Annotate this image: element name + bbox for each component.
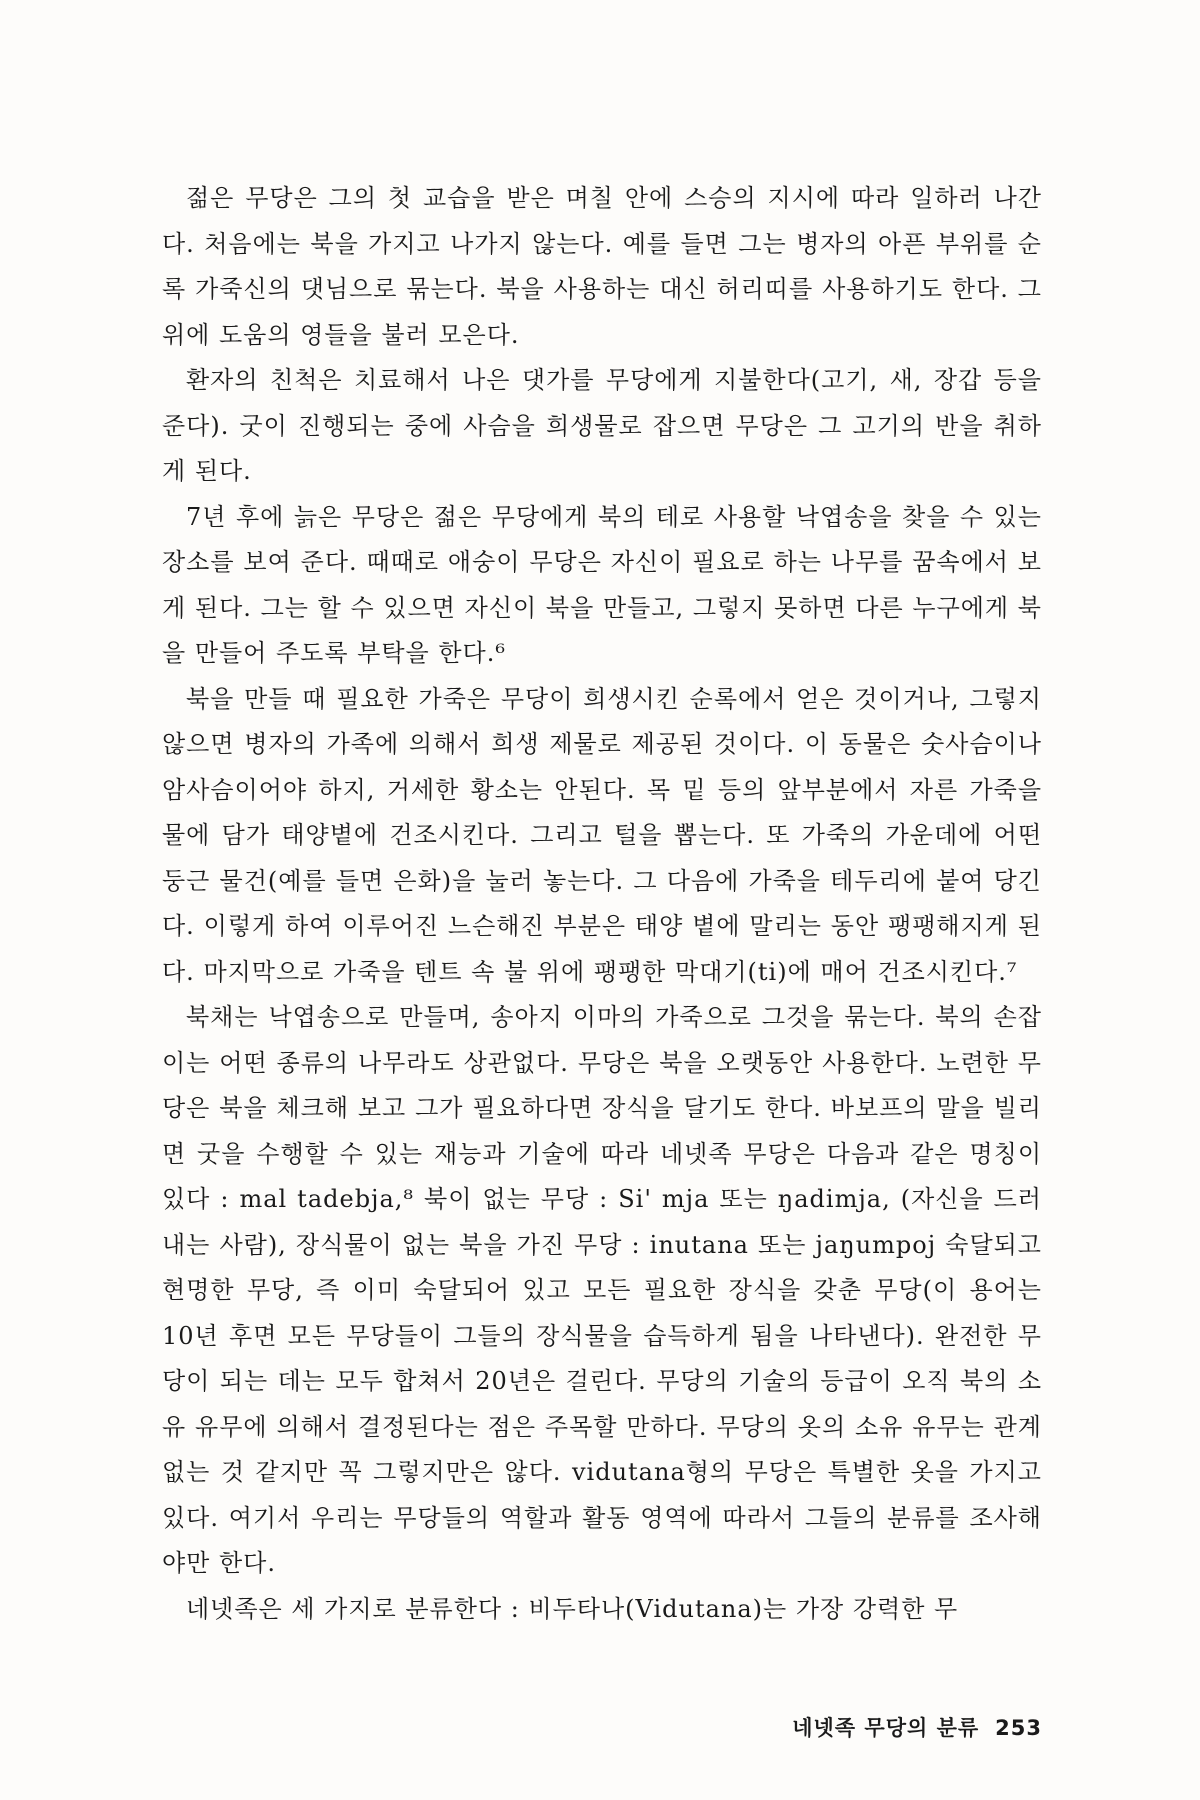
page-footer: [720, 1712, 1042, 1742]
paragraph-1: 젊은 무당은 그의 첫 교습을 받은 며칠 안에 스승의 지시에 따라 일하러 나간다. 처음에는 북을 가지고 나가지 않는다. 예를 들면 그는 병자의 아픈 부위를 순록 가죽신의 댓님으로 묶는다. 북을 사용하는 대신 허리띠를 사용하기도 한다. 그 위에 도움의 영들을 불러 모은다.: [162, 184, 1042, 349]
body-text: [162, 176, 1042, 1632]
paragraph-2: 환자의 친척은 치료해서 나은 댓가를 무당에게 지불한다(고기, 새, 장갑 등을 준다). 굿이 진행되는 중에 사슴을 희생물로 잡으면 무당은 그 고기의 반을 취하게 된다.: [162, 366, 1042, 485]
paragraph-5: 북채는 낙엽송으로 만들며, 송아지 이마의 가죽으로 그것을 묶는다. 북의 손잡이는 어떤 종류의 나무라도 상관없다. 무당은 북을 오랫동안 사용한다. 노련한 무당은 북을 체크해 보고 그가 필요하다면 장식을 달기도 한다. 바보프의 말을 빌리면 굿을 수행할 수 있는 재능과 기술에 따라 네넷족 무당은 다음과 같은 명칭이 있다 : mal tadebja,⁸ 북이 없는 무당 : Si' mja 또는 ŋadimja, (자신을 드러내는 사람), 장식물이 없는 북을 가진 무당 : inutana 또는 jaŋumpoj 숙달되고 현명한 무당, 즉 이미 숙달되어 있고 모든 필요한 장식을 갖춘 무당(이 용어는 10년 후면 모든 무당들이 그들의 장식물을 습득하게 됨을 나타낸다). 완전한 무당이 되는 데는 모두 합쳐서 20년은 걸린다. 무당의 기술의 등급이 오직 북의 소유 유무에 의해서 결정된다는 점은 주목할 만하다. 무당의 옷의 소유 유무는 관계 없는 것 같지만 꼭 그렇지만은 않다. vidutana형의 무당은 특별한 옷을 가지고 있다. 여기서 우리는 무당들의 역할과 활동 영역에 따라서 그들의 분류를 조사해야만 한다.: [162, 1003, 1042, 1577]
page-number: 253: [995, 1716, 1042, 1740]
paragraph-6: 네넷족은 세 가지로 분류한다 : 비두타나(Vidutana)는 가장 강력한 무: [186, 1594, 959, 1623]
running-title: 네넷족 무당의 분류: [792, 1716, 980, 1740]
paragraph-4: 북을 만들 때 필요한 가죽은 무당이 희생시킨 순록에서 얻은 것이거나, 그렇지 않으면 병자의 가족에 의해서 희생 제물로 제공된 것이다. 이 동물은 숫사슴이나 암사슴이어야 하지, 거세한 황소는 안된다. 목 밑 등의 앞부분에서 자른 가죽을 물에 담가 태양볕에 건조시킨다. 그리고 털을 뽑는다. 또 가죽의 가운데에 어떤 둥근 물건(예를 들면 은화)을 눌러 놓는다. 그 다음에 가죽을 테두리에 붙여 당긴다. 이렇게 하여 이루어진 느슨해진 부분은 태양 볕에 말리는 동안 팽팽해지게 된다. 마지막으로 가죽을 텐트 속 불 위에 팽팽한 막대기(ti)에 매어 건조시킨다.⁷: [162, 684, 1042, 986]
paragraph-3: 7년 후에 늙은 무당은 젊은 무당에게 북의 테로 사용할 낙엽송을 찾을 수 있는 장소를 보여 준다. 때때로 애숭이 무당은 자신이 필요로 하는 나무를 꿈속에서 보게 된다. 그는 할 수 있으면 자신이 북을 만들고, 그렇지 못하면 다른 누구에게 북을 만들어 주도록 부탁을 한다.⁶: [162, 502, 1042, 667]
